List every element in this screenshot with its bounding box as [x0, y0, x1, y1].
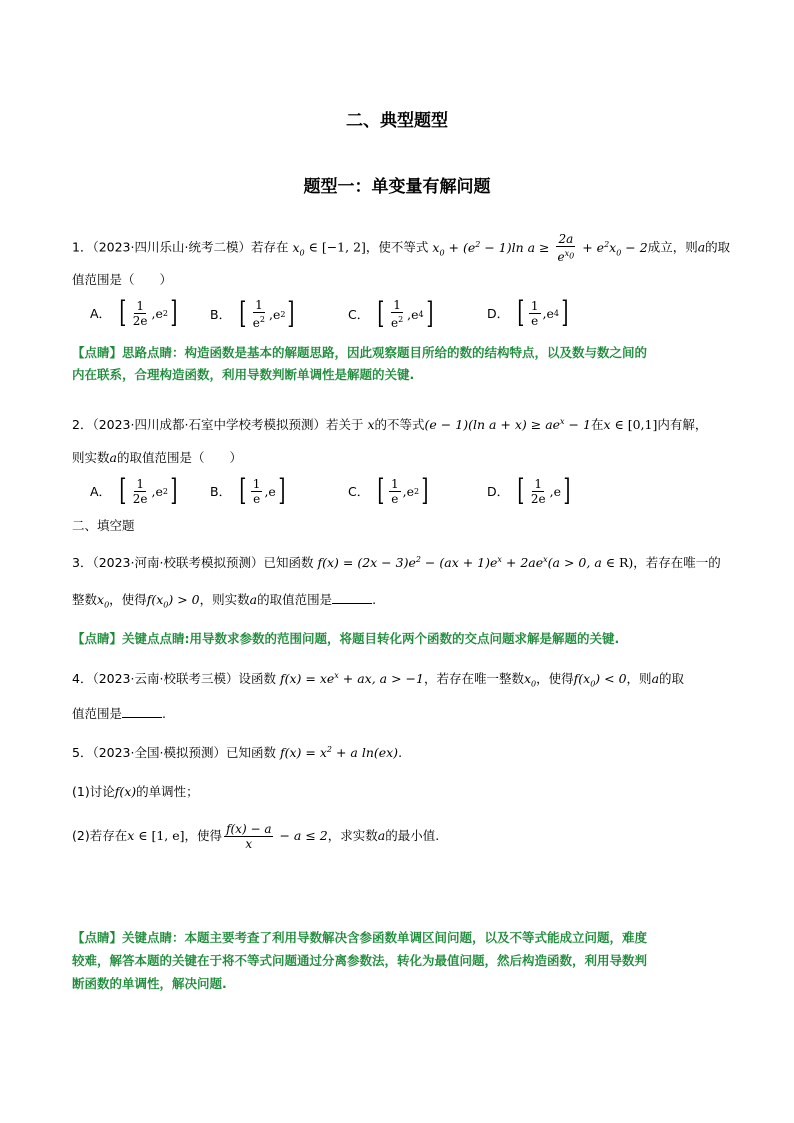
choice-2a[interactable]: A． [ $\frac{1}{2e}$ , e 2 ]	[90, 473, 178, 508]
tip-3: 【点睛】关键点点睛:用导数求参数的范围问题，将题目转化两个函数的交点问题求解是解题的关键.	[72, 631, 620, 646]
choice-1d[interactable]: D． [ $\frac{1}{e}$ , e 4 ]	[487, 295, 569, 330]
question-4-line2: 值范围是 .	[72, 706, 166, 721]
question-1-line2: 值范围是（ ）	[72, 272, 173, 287]
question-3: 3．（2023·河南·校联考模拟预测）已知函数 $f(x) = (2x - 3)e^2 - (ax + 1)e^x + 2ae^x(a > 0$, a ∈ R)，若存在唯一的	[72, 555, 721, 571]
section-title: 二、典型题型	[346, 111, 448, 131]
math-x0-range: $x_0$	[292, 239, 305, 257]
fill-section-title: 二、填空题	[72, 518, 135, 533]
math-function-4: $f(x) = xe^x$ + ax, a > −1	[279, 671, 424, 687]
choice-1a[interactable]: A． [ $\frac{1}{2e}$ , e 2 ]	[90, 295, 178, 330]
question-2: 2．（2023·四川成都·石室中学校考模拟预测）若关于 x的不等式(e − 1)(ln $a + x) \ge ae^x - 1$在x ∈ [0,1]内有解，	[72, 417, 708, 433]
question-1-choices	[90, 295, 730, 334]
math-function-3: $f(x) = (2x - 3)e^2 - (ax + 1)e^x + 2ae^x(a > 0$, a ∈	[317, 555, 619, 571]
question-5-part1: (1)讨论f(x)的单调性；	[72, 784, 199, 799]
question-2-choices	[90, 473, 730, 512]
choice-2d[interactable]: D． [ $\frac{1}{2e}$ , e ]	[487, 473, 571, 508]
question-5-part2: (2)若存在x ∈ [1, e]，使得 $\frac{f(x) - a}{x}$ − a ≤ 2，求实数a的最小值.	[72, 822, 440, 851]
answer-blank-4[interactable]	[122, 705, 162, 718]
question-3-line2: 整数$x_0$，使得$f(x_0) > 0$，则实数a的取值范围是 .	[72, 592, 377, 610]
answer-blank-3[interactable]	[332, 591, 372, 604]
question-type-title: 题型一：单变量有解问题	[303, 177, 491, 197]
math-inequality-1: $x_0 + (e^2 - 1)\ln$ a ≥	[432, 239, 554, 257]
question-2-line2: 则实数a的取值范围是（ ）	[72, 450, 242, 465]
choice-2b[interactable]: B． [ $\frac{1}{e}$ , e ]	[210, 473, 286, 508]
question-1: 1．（2023·四川乐山·统考二模）若存在 $x_0$ ∈ [−1, 2]，使不等式 $x_0 + (e^2 - 1)\ln$ a ≥ $\frac{2a}{e^{x_0}}$ + $e^2x_0 - 2$成立，则a的取	[72, 232, 731, 264]
math-inequality-2: (e − 1)(ln $a + x) \ge ae^x - 1$	[424, 417, 591, 433]
choice-2c[interactable]: C． [ $\frac{1}{e}$ , e 2 ]	[348, 473, 429, 508]
choice-1b[interactable]: B． [ $\frac{1}{e^2}$ , e 2 ]	[210, 296, 295, 331]
math-function-5: $f(x) = x^2 + a$ ln(ex)	[279, 745, 399, 761]
question-4: 4．（2023·云南·校联考三模）设函数 $f(x) = xe^x$ + ax, a > −1，若存在唯一整数$x_0$，使得$f(x_0) < 0$，则a的取	[72, 671, 685, 689]
choice-1c[interactable]: C． [ $\frac{1}{e^2}$ , e 4 ]	[348, 296, 434, 331]
question-5: 5．（2023·全国·模拟预测）已知函数 $f(x) = x^2 + a$ ln(ex).	[72, 745, 403, 761]
tip-1: 【点睛】思路点睛：构造函数是基本的解题思路，因此观察题目所给的数的结构特点，以及数与数之间的 内在联系，合理构造函数，利用导数判断单调性是解题的关键.	[72, 345, 648, 382]
tip-5: 【点睛】关键点睛：本题主要考查了利用导数解决含参函数单调区间问题，以及不等式能成立问题，难度 较难，解答本题的关键在于将不等式问题通过分离参数法，转化为最值问题，然后构造函数，利用导数判 断函数的单调性，解决问题.	[72, 930, 648, 991]
